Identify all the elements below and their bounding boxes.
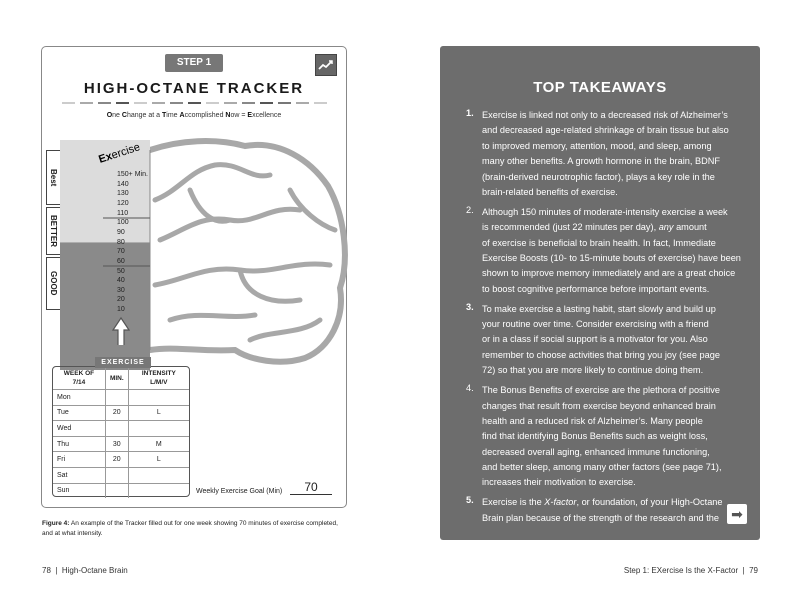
text: to boost cognitive performance before important events. <box>482 283 710 294</box>
subtitle-text: hange at a <box>126 112 162 119</box>
subtitle-text: ime <box>166 112 180 119</box>
scale-mark: 70 <box>117 248 125 256</box>
item-line <box>482 185 729 200</box>
scale-mark: 80 <box>117 238 125 246</box>
item-line <box>482 139 729 154</box>
day-cell: Fri <box>53 452 105 468</box>
day-cell: Sat <box>53 467 105 483</box>
takeaway-item <box>466 205 756 297</box>
table-badge: EXERCISE <box>95 357 151 368</box>
item-line <box>482 205 741 220</box>
item-line <box>482 154 729 169</box>
day-cell: Mon <box>53 390 105 406</box>
item-body <box>482 495 723 526</box>
text: your routine over time. Consider exercising with a friend <box>482 319 709 330</box>
scale-mark: 120 <box>117 199 129 207</box>
text: amount <box>673 222 707 233</box>
text: increases their motivation to exercise. <box>482 477 636 488</box>
caption-text: An example of the Tracker filled out for one week showing 70 minutes of exercise completed, and at what intensity. <box>42 520 338 537</box>
item-line <box>482 348 720 363</box>
caption-label: Figure 4: <box>42 520 70 527</box>
item-line <box>482 266 741 281</box>
intensity-cell <box>128 421 189 437</box>
text: Exercise Boosts (10- to 15-minute bouts of exercise) have been <box>482 253 741 264</box>
subtitle-initial: T <box>161 112 167 119</box>
goal-value: 70 <box>290 480 332 495</box>
scale-mark: 30 <box>117 286 125 294</box>
text: Brain plan because of the strength of the research and the <box>482 512 719 523</box>
table-row <box>53 390 189 406</box>
brain-label: Exercise <box>97 141 142 166</box>
item-number: 2. <box>466 204 474 215</box>
item-line <box>482 429 722 444</box>
text: To make exercise a lasting habit, start slowly and build up <box>482 303 716 314</box>
day-cell: Wed <box>53 421 105 437</box>
item-line <box>482 123 729 138</box>
item-line <box>482 363 720 378</box>
text: Exercise is the <box>482 497 545 508</box>
intensity-cell <box>128 390 189 406</box>
table-row <box>53 467 189 483</box>
text: remember to choose activities that bring you joy (see page <box>482 349 720 360</box>
subtitle-initial: N <box>225 112 231 119</box>
scale-mark: 150+ Min. <box>117 171 148 178</box>
minutes-cell: 30 <box>105 436 128 452</box>
minutes-cell <box>105 467 128 483</box>
text: find that identifying Bonus Benefits such as weight loss, <box>482 431 708 442</box>
table-row <box>53 452 189 468</box>
item-line <box>482 317 720 332</box>
text: or in a class if social support is a motivator for you. Also <box>482 334 708 345</box>
item-body <box>482 302 720 379</box>
minutes-cell: 20 <box>105 452 128 468</box>
day-cell: Tue <box>53 405 105 421</box>
intensity-cell: M <box>128 436 189 452</box>
text: Although 150 minutes of moderate-intensity exercise a week <box>482 206 728 217</box>
scale-mark: 100 <box>117 219 129 227</box>
scale-mark: 90 <box>117 228 125 236</box>
item-line <box>482 460 722 475</box>
takeaway-item <box>466 383 756 491</box>
text: is recommended (just 22 minutes per day), <box>482 222 659 233</box>
item-number: 3. <box>466 301 474 312</box>
intensity-cell <box>128 483 189 498</box>
text: shown to improve memory immediately and are a great choice <box>482 268 736 279</box>
item-line <box>482 414 722 429</box>
table-row <box>53 483 189 498</box>
subtitle-text: ow = <box>230 112 248 119</box>
item-line <box>482 399 722 414</box>
item-line <box>482 220 741 235</box>
brain-fill-progress <box>60 242 150 370</box>
subtitle-text: xcellence <box>252 112 282 119</box>
text: decreased overall aging, enhanced immune functioning, <box>482 446 710 457</box>
item-line <box>482 236 741 251</box>
italic-text: X-factor <box>544 497 577 508</box>
item-line <box>482 302 720 317</box>
item-line <box>482 282 741 297</box>
item-number: 1. <box>466 108 474 118</box>
intensity-cell: L <box>128 405 189 421</box>
figure-caption <box>42 519 342 539</box>
level-best: Best <box>46 150 60 205</box>
item-line <box>482 495 723 510</box>
item-line <box>482 251 741 266</box>
scale-mark: 130 <box>117 190 129 198</box>
item-line <box>482 445 722 460</box>
text: (brain-derived neurotrophic factor), plays a key role in the <box>482 171 715 182</box>
text: brain-related benefits of exercise. <box>482 186 618 197</box>
subtitle-initial: O <box>106 112 113 119</box>
text: , or foundation, of your High-Octane <box>576 497 723 508</box>
text: Exercise is linked not only to a decreased risk of Alzheimer’s <box>482 110 728 120</box>
text: of exercise is beneficial to brain health. In fact, Immediate <box>482 237 716 248</box>
goal-label: Weekly Exercise Goal (Min) <box>196 488 283 495</box>
level-better: BETTER <box>46 207 60 255</box>
table-row <box>53 405 189 421</box>
text: to improved memory, attention, mood, and sleep, among <box>482 140 712 151</box>
scale-mark: 140 <box>117 180 129 188</box>
footer-right: Step 1: EXercise Is the X-Factor | 79 <box>623 566 758 575</box>
text: changes that result from exercise beyond enhanced brain <box>482 400 716 411</box>
text: health and a reduced risk of Alzheimer’s. Many people <box>482 415 703 426</box>
day-cell: Thu <box>53 436 105 452</box>
italic-text: any <box>658 222 674 233</box>
table-row <box>53 436 189 452</box>
intensity-cell <box>128 467 189 483</box>
takeaways-list <box>466 108 756 531</box>
next-arrow-icon[interactable]: ➡ <box>727 504 747 524</box>
takeaway-item <box>466 302 756 379</box>
scale-mark: 20 <box>117 296 125 304</box>
item-body <box>482 108 729 200</box>
level-good: GOOD <box>46 257 60 310</box>
subtitle-initial: A <box>179 112 185 119</box>
subtitle-text: ccomplished <box>184 112 226 119</box>
step-badge: STEP 1 <box>165 54 223 72</box>
exercise-table <box>52 366 190 497</box>
item-number: 5. <box>466 495 474 506</box>
item-line <box>482 332 720 347</box>
item-body <box>482 205 741 297</box>
col-intensity: INTENSITY L/M/V <box>128 367 189 390</box>
tracker-title: HIGH-OCTANE TRACKER <box>83 80 305 97</box>
subtitle-initial: C <box>121 112 127 119</box>
item-body <box>482 383 722 491</box>
minutes-cell <box>105 483 128 498</box>
item-line <box>482 511 723 526</box>
col-week: WEEK OF 7/14 <box>63 370 95 386</box>
text: The Bonus Benefits of exercise are the plethora of positive <box>482 385 720 396</box>
takeaway-item <box>466 108 756 200</box>
item-line <box>482 170 729 185</box>
scale-mark: 110 <box>117 209 129 217</box>
day-cell: Sun <box>53 483 105 498</box>
minutes-cell <box>105 390 128 406</box>
scale-mark: 10 <box>117 306 125 314</box>
text: and better sleep, among many other factors (see page 71), <box>482 462 722 473</box>
minutes-cell <box>105 421 128 437</box>
text: and decreased age-related shrinkage of brain tissue but also <box>482 125 729 136</box>
subtitle-text: ne <box>112 112 122 119</box>
item-number: 4. <box>466 383 474 394</box>
scale-mark: 40 <box>117 277 125 285</box>
takeaway-item <box>466 495 756 526</box>
scale-mark: 50 <box>117 267 125 275</box>
item-line <box>482 475 722 490</box>
text: 72) so that you are more likely to continue doing them. <box>482 365 704 376</box>
minutes-cell: 20 <box>105 405 128 421</box>
item-line <box>482 383 722 398</box>
intensity-cell: L <box>128 452 189 468</box>
scale-mark: 60 <box>117 257 125 265</box>
footer-left: 78 | High-Octane Brain <box>42 566 128 575</box>
subtitle-initial: E <box>247 112 253 119</box>
table-row <box>53 421 189 437</box>
text: many other benefits. A growth hormone in the brain, BDNF <box>482 156 720 167</box>
takeaways-title: TOP TAKEAWAYS <box>533 79 667 96</box>
item-line <box>482 108 729 123</box>
col-min: MIN. <box>105 367 128 390</box>
